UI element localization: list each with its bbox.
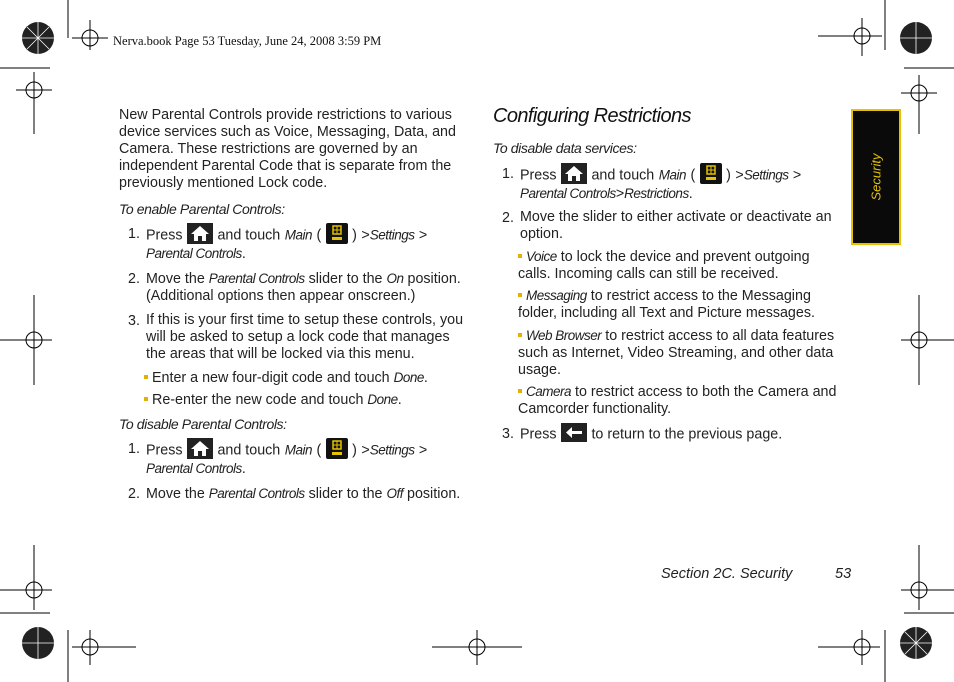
main-label: Main [284, 227, 312, 243]
on-label: On [386, 271, 404, 286]
step-number: 1. [502, 166, 514, 182]
paren-open: ( [316, 227, 322, 244]
bullet-term: Web Browser [526, 328, 602, 343]
bullet-text: to restrict access to all data features such as Internet, Video Streaming, and other data usage. [518, 328, 835, 378]
disable-step-2 [128, 485, 468, 503]
footer-section: Section 2C. Security [661, 566, 793, 582]
section-tab-label: Security [868, 153, 884, 201]
paren-open: ( [316, 442, 322, 459]
restrictions-step-3 [502, 425, 842, 443]
gt-sign: > [792, 167, 802, 184]
step-text: slider to the [308, 486, 383, 502]
paren-open: ( [690, 167, 696, 184]
home-icon [187, 223, 213, 244]
main-menu-icon [326, 223, 348, 244]
page-number: 53 [835, 566, 852, 582]
paren-close: ) [352, 227, 357, 244]
step-text: slider to the [308, 271, 383, 287]
step-number: 1. [128, 441, 140, 457]
parental-controls-label: Parental Controls [146, 461, 242, 476]
period: . [241, 246, 246, 262]
settings-label: Settings [369, 227, 415, 243]
restriction-camera [518, 383, 844, 418]
and-touch-text: and touch [217, 442, 281, 459]
bullet-text: to restrict access to both the Camera and Camcorder functionality. [518, 384, 837, 417]
period: . [688, 186, 693, 202]
step-text: to return to the previous page. [591, 426, 783, 443]
settings-label: Settings [369, 442, 415, 458]
restriction-web-browser [518, 327, 844, 379]
done-label: Done [393, 370, 424, 385]
bullet-term: Voice [526, 249, 557, 264]
enable-bullet-1 [144, 369, 464, 387]
file-header: Nerva.book Page 53 Tuesday, June 24, 2008 3:59 PM [113, 34, 382, 48]
enable-bullet-2 [144, 391, 464, 409]
done-label: Done [367, 392, 398, 407]
restrictions-label: Restrictions [624, 186, 689, 201]
step-number: 2. [502, 210, 514, 226]
bullet-text: to restrict access to the Messaging folder, including all Text and Picture messages. [518, 288, 815, 321]
gt-sign: > [418, 442, 428, 459]
bullet-text: Enter a new four-digit code and touch [152, 370, 390, 386]
step-text: Move the slider to either activate or deactivate an option. [520, 209, 832, 242]
and-touch-text: and touch [217, 227, 281, 244]
bullet-term: Messaging [526, 288, 587, 303]
enable-step-2 [128, 270, 468, 304]
disable-heading: To disable Parental Controls: [119, 416, 287, 432]
gt-sign: > [361, 227, 370, 244]
period: . [423, 370, 428, 386]
main-menu-icon [326, 438, 348, 459]
gt-sign: > [615, 186, 625, 202]
bullet-marker [518, 333, 522, 337]
paren-close: ) [726, 167, 731, 184]
press-text: Press [146, 227, 183, 244]
restriction-voice [518, 248, 840, 283]
restrictions-step-1 [502, 165, 842, 202]
settings-label: Settings [743, 167, 789, 183]
step-text: Move the [146, 486, 205, 502]
enable-step-1 [128, 225, 468, 262]
bullet-marker [518, 389, 522, 393]
bullet-marker [144, 375, 148, 379]
disable-step-1 [128, 440, 468, 477]
bullet-text: to lock the device and prevent outgoing calls. Incoming calls can still be received. [518, 249, 810, 282]
parental-controls-label: Parental Controls [520, 186, 616, 201]
step-text: Move the [146, 271, 205, 287]
step-text: If this is your first time to setup these controls, you will be asked to setup a lock code that manages the areas that will be locked via this menu. [146, 312, 464, 362]
restrictions-step-2 [502, 209, 842, 242]
gt-sign: > [418, 227, 428, 244]
section-tab [851, 109, 901, 245]
press-text: Press [520, 426, 557, 443]
step-number: 2. [128, 486, 140, 502]
bullet-term: Camera [526, 384, 572, 399]
disable-data-heading: To disable data services: [493, 140, 637, 156]
step-number: 3. [128, 313, 140, 329]
step-number: 1. [128, 226, 140, 242]
main-label: Main [658, 167, 686, 183]
section-title: Configuring Restrictions [493, 105, 691, 127]
home-icon [187, 438, 213, 459]
and-touch-text: and touch [591, 167, 655, 184]
press-text: Press [520, 167, 557, 184]
step-number: 2. [128, 271, 140, 287]
intro-paragraph: New Parental Controls provide restrictions to various device services such as Voice, Messaging, Data, and Camera. These restrictions are governed by an independent Parental Code that is separate from the previously mentioned Lock code. [119, 107, 456, 191]
bullet-marker [518, 254, 522, 258]
bullet-text: Re-enter the new code and touch [152, 392, 364, 408]
enable-step-3 [128, 312, 468, 362]
off-label: Off [386, 486, 404, 501]
main-label: Main [284, 442, 312, 458]
parental-controls-label: Parental Controls [146, 246, 242, 261]
main-menu-icon [700, 163, 722, 184]
restriction-messaging [518, 287, 840, 322]
paren-close: ) [352, 442, 357, 459]
parental-controls-label: Parental Controls [208, 271, 305, 286]
enable-heading: To enable Parental Controls: [119, 201, 285, 217]
period: . [241, 461, 246, 477]
step-number: 3. [502, 426, 514, 442]
gt-sign: > [361, 442, 370, 459]
parental-controls-label: Parental Controls [208, 486, 305, 501]
step-text: position. [407, 486, 461, 502]
period: . [397, 392, 402, 408]
bullet-marker [144, 397, 148, 401]
step-text: position. (Additional options then appear onscreen.) [146, 271, 461, 304]
gt-sign: > [735, 167, 744, 184]
bullet-marker [518, 293, 522, 297]
home-icon [561, 163, 587, 184]
press-text: Press [146, 442, 183, 459]
back-arrow-icon [561, 423, 587, 442]
